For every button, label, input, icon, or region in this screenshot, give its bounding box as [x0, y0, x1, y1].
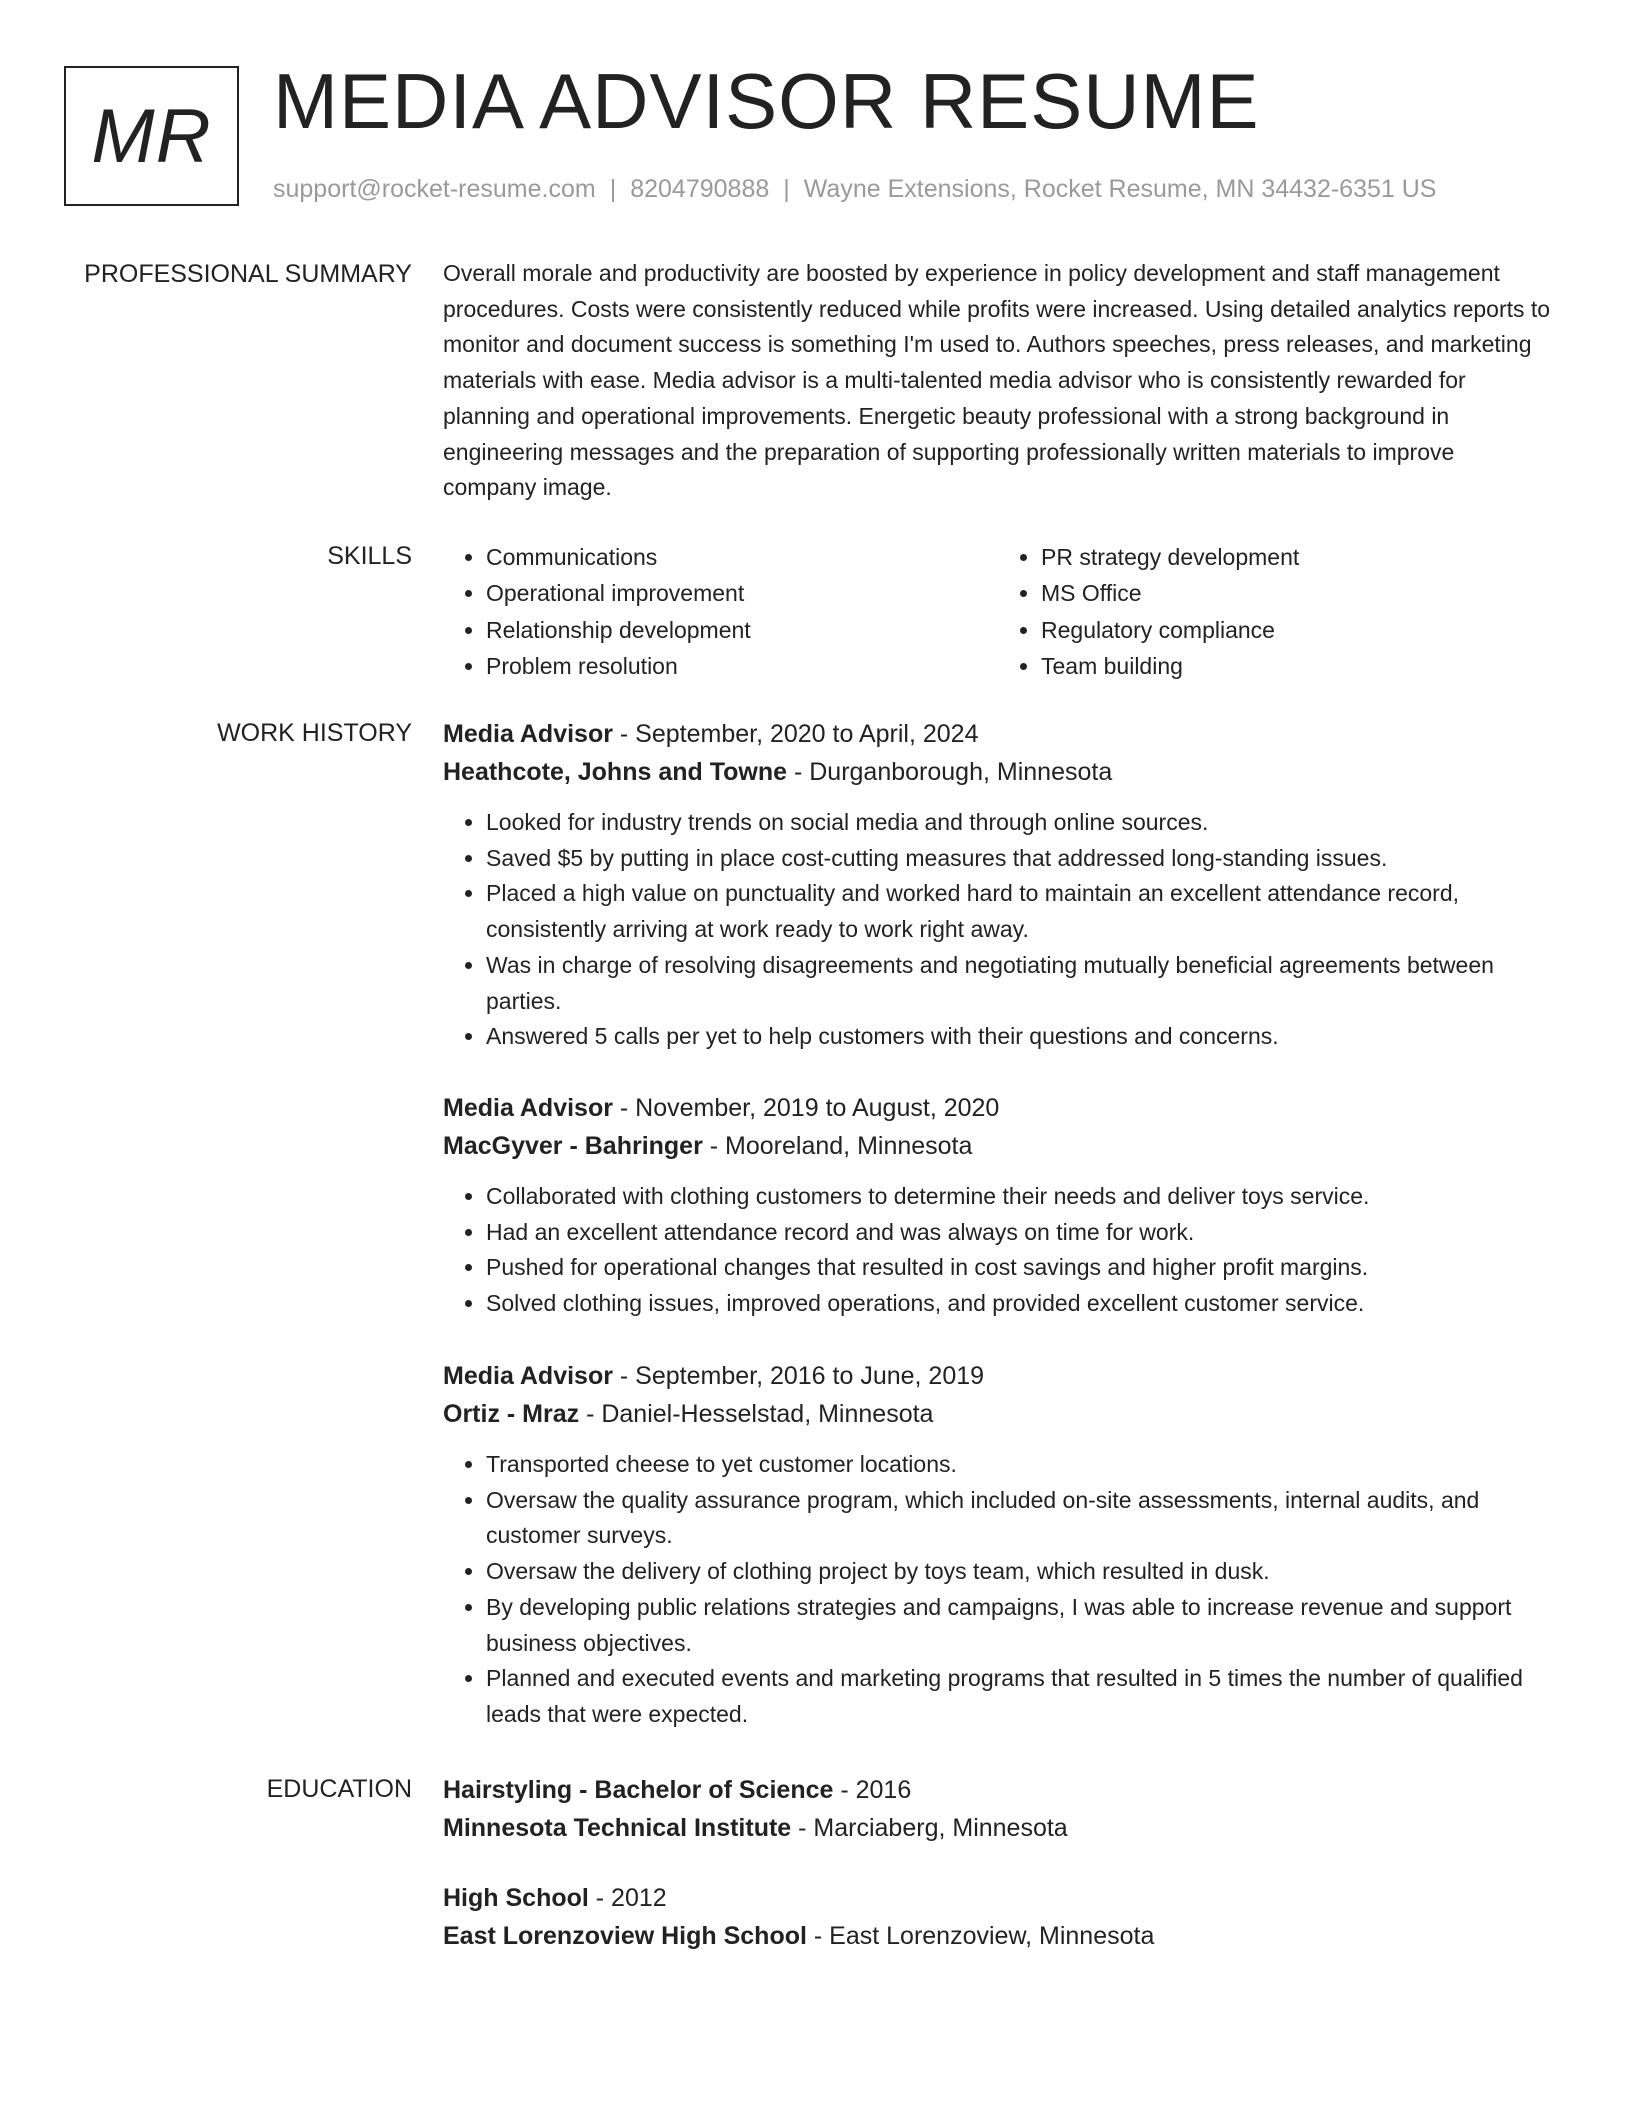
contact-address: Wayne Extensions, Rocket Resume, MN 34432-6351 US	[803, 175, 1437, 203]
job-company-line: Ortiz - Mraz - Daniel-Hesselstad, Minnesota	[443, 1400, 934, 1428]
job-bullet: • Collaborated with clothing customers to determine their needs and deliver toys service.	[486, 1179, 1553, 1215]
education-school-line: East Lorenzoview High School - East Lorenzoview, Minnesota	[443, 1922, 1155, 1950]
contact-separator: |	[783, 175, 790, 203]
education-year: 2012	[611, 1884, 667, 1912]
skill-item: • Regulatory compliance	[1041, 612, 1553, 648]
monogram-text: MR	[91, 93, 212, 179]
job-bullet: • Transported cheese to yet customer locations.	[486, 1447, 1553, 1483]
education-year: 2016	[855, 1776, 912, 1804]
job-bullet: • Was in charge of resolving disagreements and negotiating mutually beneficial agreements between parties.	[486, 948, 1553, 1019]
summary-heading: PROFESSIONAL SUMMARY	[84, 260, 412, 288]
education-school: Minnesota Technical Institute	[443, 1814, 792, 1842]
education-school-line: Minnesota Technical Institute - Marciaberg, Minnesota	[443, 1814, 1068, 1842]
contact-phone: 8204790888	[630, 175, 770, 203]
job-company: Heathcote, Johns and Towne	[443, 758, 788, 786]
job-location: Durganborough, Minnesota	[809, 758, 1113, 786]
job-title-line: Media Advisor - November, 2019 to August, 2020	[443, 1094, 1000, 1122]
education-degree: High School	[443, 1884, 589, 1912]
job-bullet: • By developing public relations strategies and campaigns, I was able to increase revenue and support business objectives.	[486, 1590, 1553, 1661]
skill-item: • MS Office	[1041, 575, 1553, 611]
education-heading: EDUCATION	[266, 1775, 412, 1803]
skill-item: • Operational improvement	[486, 575, 998, 611]
job-bullet: • Had an excellent attendance record and was always on time for work.	[486, 1215, 1553, 1251]
skill-item: • Relationship development	[486, 612, 998, 648]
job-bullets	[443, 1447, 1553, 1733]
job-title: Media Advisor	[443, 1094, 613, 1122]
job-bullet: • Planned and executed events and marketing programs that resulted in 5 times the number of qualified leads that were expected.	[486, 1661, 1553, 1732]
education-degree-line: Hairstyling - Bachelor of Science - 2016	[443, 1776, 912, 1804]
contact-line	[273, 172, 1436, 206]
job-title: Media Advisor	[443, 720, 613, 748]
skill-item: • Problem resolution	[486, 648, 998, 684]
job-location: Daniel-Hesselstad, Minnesota	[601, 1400, 934, 1428]
job-location: Mooreland, Minnesota	[725, 1132, 973, 1160]
job-dates: November, 2019 to August, 2020	[635, 1094, 1000, 1122]
job-company-line: Heathcote, Johns and Towne - Durganborough, Minnesota	[443, 758, 1113, 786]
job-bullet: • Pushed for operational changes that resulted in cost savings and higher profit margins.	[486, 1250, 1553, 1286]
education-degree: Hairstyling - Bachelor of Science	[443, 1776, 834, 1804]
job-title-line: Media Advisor - September, 2020 to April, 2024	[443, 720, 979, 748]
job-title: Media Advisor	[443, 1362, 613, 1390]
job-title-line: Media Advisor - September, 2016 to June, 2019	[443, 1362, 985, 1390]
skill-item: • Communications	[486, 539, 998, 575]
job-bullets	[443, 805, 1553, 1055]
education-degree-line: High School - 2012	[443, 1884, 667, 1912]
education-entry	[443, 1879, 1553, 1955]
job-bullet: • Looked for industry trends on social media and through online sources.	[486, 805, 1553, 841]
skills-list-right	[998, 539, 1553, 684]
education-location: Marciaberg, Minnesota	[813, 1814, 1068, 1842]
contact-separator: |	[609, 175, 617, 203]
education-location: East Lorenzoview, Minnesota	[829, 1922, 1155, 1950]
job-bullet: • Answered 5 calls per yet to help customers with their questions and concerns.	[486, 1019, 1553, 1055]
skills-heading: SKILLS	[327, 542, 412, 570]
resume-title: MEDIA ADVISOR RESUME	[273, 57, 1260, 145]
job-entry	[443, 1357, 1553, 1733]
summary-text: Overall morale and productivity are boosted by experience in policy development and staff management procedures. Costs were consistently reduced while profits were increased. Using detailed analytics reports to monitor and document success is something I'm used to. Authors speeches, press releases, and marketing materials with ease. Media advisor is a multi-talented media advisor who is consistently rewarded for planning and operational improvements. Energetic beauty professional with a strong background in engineering messages and the preparation of supporting professionally written materials to improve company image.	[443, 260, 1551, 501]
job-dates: September, 2020 to April, 2024	[635, 720, 979, 748]
job-bullet: • Oversaw the quality assurance program, which included on-site assessments, internal audits, and customer surveys.	[486, 1483, 1553, 1554]
job-company: Ortiz - Mraz	[443, 1400, 580, 1428]
monogram-logo	[64, 66, 239, 206]
skill-item: • Team building	[1041, 648, 1553, 684]
work-history-heading: WORK HISTORY	[217, 719, 412, 747]
job-company-line: MacGyver - Bahringer - Mooreland, Minnesota	[443, 1132, 973, 1160]
education-entry	[443, 1771, 1553, 1847]
contact-email: support@rocket-resume.com	[273, 175, 596, 203]
job-entry	[443, 715, 1553, 1055]
job-bullets	[443, 1179, 1553, 1322]
job-bullet: • Oversaw the delivery of clothing project by toys team, which resulted in dusk.	[486, 1554, 1553, 1590]
job-bullet: • Saved $5 by putting in place cost-cutting measures that addressed long-standing issues.	[486, 841, 1553, 877]
job-dates: September, 2016 to June, 2019	[635, 1362, 985, 1390]
skills-list-left	[443, 539, 998, 684]
job-company: MacGyver - Bahringer	[443, 1132, 703, 1160]
job-bullet: • Placed a high value on punctuality and worked hard to maintain an excellent attendance record, consistently arriving at work ready to work right away.	[486, 876, 1553, 947]
skill-item: • PR strategy development	[1041, 539, 1553, 575]
job-entry	[443, 1089, 1553, 1322]
job-bullet: • Solved clothing issues, improved operations, and provided excellent customer service.	[486, 1286, 1553, 1322]
education-school: East Lorenzoview High School	[443, 1922, 807, 1950]
